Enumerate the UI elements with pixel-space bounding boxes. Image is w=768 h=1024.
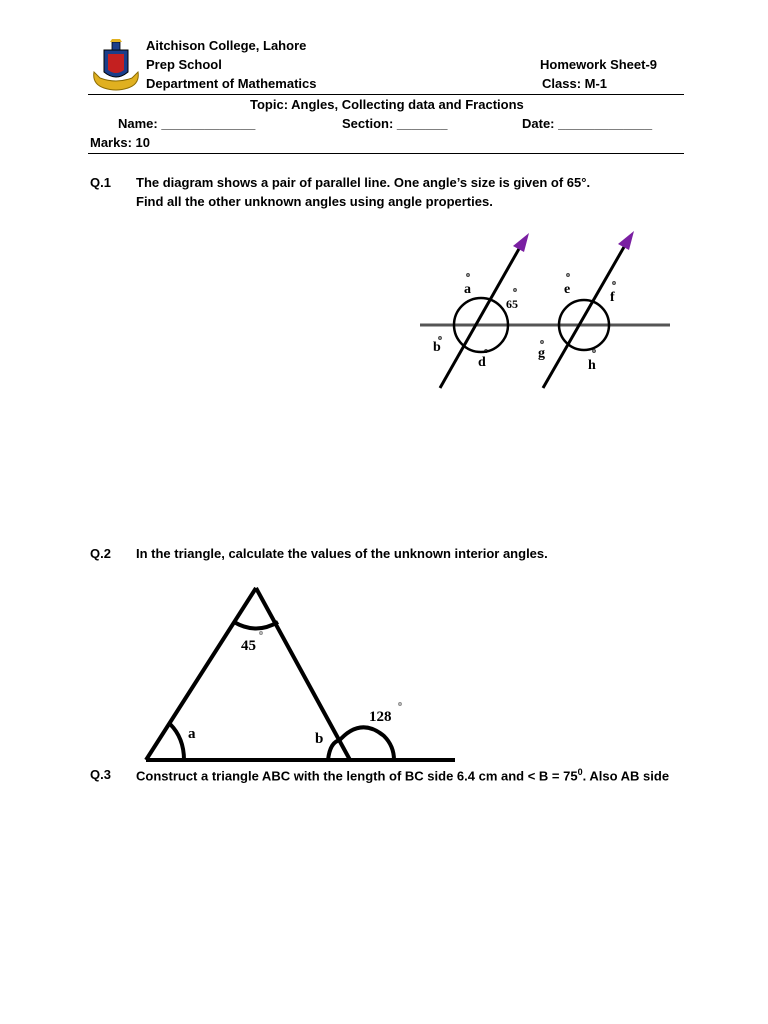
name-field: Name: _____________ <box>118 116 256 131</box>
school-name: Aitchison College, Lahore <box>146 38 307 53</box>
class-label: Class: M-1 <box>542 76 608 91</box>
angle-arc-top <box>234 622 278 629</box>
angle-label-h: h <box>588 358 596 373</box>
department-name: Department of Mathematics <box>146 76 317 91</box>
marks-label: Marks: 10 <box>90 135 150 150</box>
topic-line: Topic: Angles, Collecting data and Fractions <box>250 97 524 112</box>
school-section: Prep School <box>146 57 222 72</box>
angle-label-f: f <box>610 290 615 305</box>
q2-number: Q.2 <box>90 546 111 561</box>
angle-label-g: g <box>538 346 545 361</box>
angle-label-b-triangle: b <box>315 731 324 747</box>
angle-label-a: a <box>464 282 471 297</box>
q3-superscript: 0 <box>577 767 583 777</box>
q2-text: In the triangle, calculate the values of the unknown interior angles. <box>136 546 548 561</box>
degree-128: o <box>398 699 402 708</box>
q3-text-main: Construct a triangle ABC with the length of BC side 6.4 cm and < B = 75 <box>136 768 578 784</box>
degree-45: o <box>259 628 263 637</box>
q1-text-line1: The diagram shows a pair of parallel line. One angle’s size is given of 65°. <box>136 175 591 190</box>
sheet-title: Homework Sheet-9 <box>540 57 658 72</box>
degree-e: o <box>566 270 570 279</box>
degree-g: o <box>540 337 544 346</box>
angle-label-65: 65 <box>506 297 518 311</box>
triangle-right-side <box>256 588 350 760</box>
degree-d: o <box>484 346 488 355</box>
angle-arc-b-interior <box>328 740 340 760</box>
angle-label-d: d <box>478 355 486 370</box>
q1-text-line2: Find all the other unknown angles using angle properties. <box>136 194 493 209</box>
angle-label-128: 128 <box>369 709 392 725</box>
angle-label-e: e <box>564 282 571 297</box>
q3-text <box>136 767 669 783</box>
degree-f: o <box>612 278 616 287</box>
degree-h: o <box>592 346 596 355</box>
date-field: Date: _____________ <box>522 116 653 131</box>
q3-number: Q.3 <box>90 767 111 782</box>
angle-label-a-triangle: a <box>188 726 196 742</box>
angle-label-45: 45 <box>241 638 256 654</box>
degree-b: o <box>438 333 442 342</box>
q3-text-suffix: . Also AB side <box>582 768 670 784</box>
angle-label-b: b <box>433 340 441 355</box>
triangle-left-side <box>146 588 256 760</box>
degree-a: o <box>466 270 470 279</box>
section-field: Section: _______ <box>342 116 448 131</box>
degree-65: o <box>513 285 517 294</box>
angle-arc-a <box>170 724 184 760</box>
q1-number: Q.1 <box>90 175 111 190</box>
